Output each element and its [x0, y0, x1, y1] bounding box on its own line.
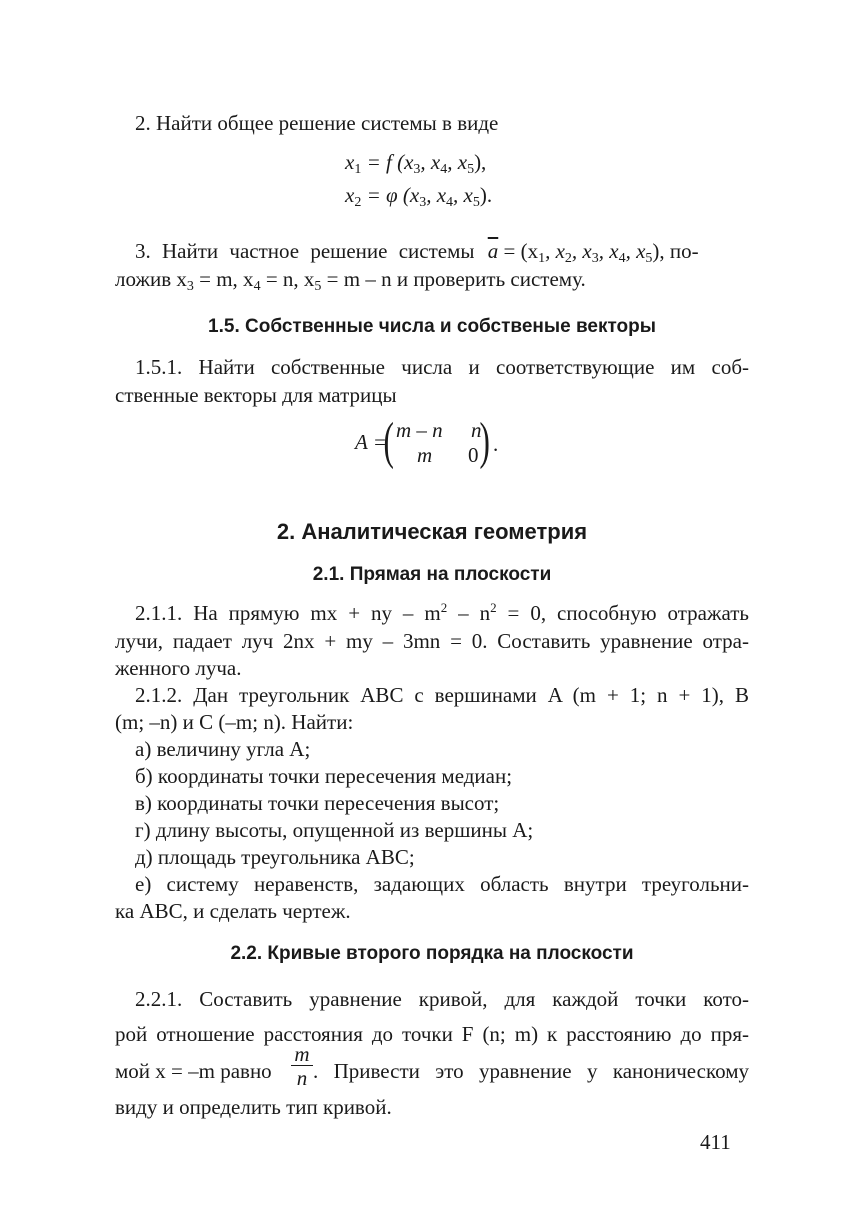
item-2-text: 2. Найти общее решение системы в виде — [135, 111, 499, 135]
p-1-5-1-line-1: 1.5.1. Найти собственные числа и соответствующие им соб- — [135, 355, 749, 379]
p-2-2-1-line-1: 2.2.1. Составить уравнение кривой, для каждой точки кото- — [135, 987, 749, 1011]
book-page: 2. Найти общее решение системы в виде $x_1 = f$ ($x_3$, $x_4$, $x_5$), $x_2 = \varphi$ ($x_3$, $x_4$, $x_5$). 3. Найти частное решение системы $\overline{a} = (x_1$, $x_2$, $x_3$, $x_4$, $x_5$), по- ложив $x_3 = m$, $x_4 = n$, $x_5 = m - n$ и проверить систему. 1.5. Собственные числа и собственые векторы 1.5.1. Найти собственные числа и соответствующие им соб- ственные векторы для матрицы A = ( m – n n m 0 ) . 2. Аналитическая геометрия 2.1. Прямая на плоскости 2.1.1. На прямую mx + ny – $m^2 - n^2 = 0$, способную отражать лучи, падает луч 2nx + my – 3mn = 0. Составить уравнение отра- женного луча. 2.1.2. Дан треугольник ABC с вершинами A (m + 1; n + 1), B (m; –n) и C (–m; n). Найти: а) величину угла A; б) координаты точки пересечения медиан; в) координаты точки пересечения высот; г) длину высоты, опущенной из вершины A; д) площадь треугольника ABC; е) систему неравенств, задающих область внутри треугольни- ка ABC, и сделать чертеж. 2.2. Кривые второго порядка на плоскости 2.2.1. Составить уравнение кривой, для каждой точки кото- рой отношение расстояния до точки F (n; m) к расстоянию до пря- мой x = –m равно $\frac{m}{n}$ . Привести это уравнение у каноническому виду и определить тип кривой. 411 — [115, 111, 749, 1154]
item-3-line-2: ложив $x_3 = m$, $x_4 = n$, $x_5 = m - n$ и проверить систему. — [115, 267, 586, 294]
section-2-1-title: 2.1. Прямая на плоскости — [312, 564, 552, 585]
fraction-m-over-n: $\frac{m}{n}$ — [291, 1043, 313, 1090]
p-2-1-1-line-2: лучи, падает луч 2nx + my – 3mn = 0. Составить уравнение отра- — [115, 629, 749, 653]
section-1-5-title: 1.5. Собственные числа и собственые векторы — [208, 316, 656, 337]
chapter-2-title: 2. Аналитическая геометрия — [276, 519, 588, 544]
section-2-2-title: 2.2. Кривые второго порядка на плоскости — [230, 943, 634, 964]
p-2-1-2-item-b: б) координаты точки пересечения медиан; — [135, 764, 513, 788]
p-2-1-2-item-f-line-1: е) систему неравенств, задающих область внутри треугольни- — [135, 872, 749, 896]
p-2-1-2-item-e: д) площадь треугольника ABC; — [135, 845, 415, 869]
item-3-line-1: 3. Найти частное решение системы $\overline{a} = (x_1$, $x_2$, $x_3$, $x_4$, $x_5$), по- — [135, 239, 699, 266]
p-2-1-2-line-1: 2.1.2. Дан треугольник ABC с вершинами A (m + 1; n + 1), B — [135, 683, 749, 707]
equation-2: $x_2 = \varphi$ ($x_3$, $x_4$, $x_5$). — [345, 183, 493, 210]
p-2-2-1-line-4: виду и определить тип кривой. — [115, 1095, 392, 1119]
p-2-1-2-line-2: (m; –n) и C (–m; n). Найти: — [115, 710, 354, 734]
page-number: 411 — [700, 1130, 731, 1154]
p-2-1-2-item-d: г) длину высоты, опущенной из вершины A; — [135, 818, 534, 842]
p-2-1-1-line-3: женного луча. — [115, 656, 242, 680]
p-2-1-2-item-c: в) координаты точки пересечения высот; — [135, 791, 500, 815]
p-2-2-1-line-2: рой отношение расстояния до точки F (n; m) к расстоянию до пря- — [115, 1022, 749, 1046]
p-2-1-1-line-1: 2.1.1. На прямую mx + ny – $m^2 - n^2 = 0$, способную отражать — [135, 600, 749, 625]
p-1-5-1-line-2: ственные векторы для матрицы — [115, 383, 397, 407]
p-2-1-2-item-a: а) величину угла A; — [135, 737, 311, 761]
equation-1: $x_1 = f$ ($x_3$, $x_4$, $x_5$), — [345, 150, 487, 177]
p-2-1-2-item-f-line-2: ка ABC, и сделать чертеж. — [115, 899, 351, 923]
